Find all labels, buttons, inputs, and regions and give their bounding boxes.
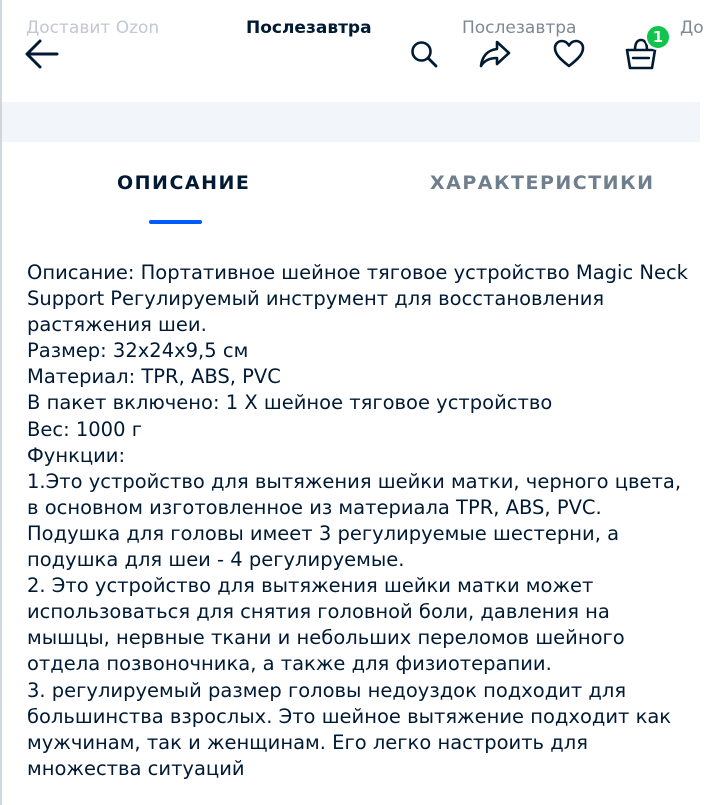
description-line: 3. регулируемый размер головы недоуздок подходит для большинства взрослых. Это шейное вытяжение подходит как мужчинам, так и женщинам. Его легко настроить для множества ситуаций xyxy=(27,678,672,780)
product-description xyxy=(27,260,692,782)
description-line: В пакет включено: 1 X шейное тяговое устройство xyxy=(27,391,553,415)
share-icon xyxy=(478,38,512,70)
delivery-option-1[interactable]: Послезавтра xyxy=(246,18,372,38)
top-toolbar xyxy=(0,30,700,80)
search-button[interactable] xyxy=(404,34,444,74)
active-tab-indicator xyxy=(149,220,202,224)
description-line: 2. Это устройство для вытяжения шейки матки может использоваться для снятия головной боли, давления на мышцы, нервные ткани и небольших переломов шейного отдела позвоночника, а также для физиотерапии. xyxy=(27,574,625,676)
search-icon xyxy=(409,39,439,69)
cart-badge: 1 xyxy=(645,24,671,50)
description-line: Функции: xyxy=(27,443,126,467)
description-line: Размер: 32x24x9,5 см xyxy=(27,339,249,363)
favorite-button[interactable] xyxy=(549,34,589,74)
section-separator xyxy=(2,102,700,142)
delivery-option-2[interactable]: Послезавтра xyxy=(462,18,577,38)
back-button[interactable] xyxy=(22,34,62,74)
description-line: Материал: TPR, ABS, PVC xyxy=(27,365,281,389)
delivery-label: Доставит Ozon xyxy=(26,18,160,38)
tab-description[interactable]: ОПИСАНИЕ xyxy=(117,172,251,194)
tab-specifications[interactable]: ХАРАКТЕРИСТИКИ xyxy=(430,172,655,194)
description-line: Описание: Портативное шейное тяговое устройство Magic Neck Support Регулируемый инструмент для восстановления растяжения шеи. xyxy=(27,261,688,337)
description-line: 1.Это устройство для вытяжения шейки матки, черного цвета, в основном изготовленное из материала TPR, ABS, PVC. Подушка для головы имеет 3 регулируемые шестерни, а подушка для шеи - 4 регулируемые. xyxy=(27,469,682,572)
heart-icon xyxy=(552,38,586,70)
description-line: Вес: 1000 г xyxy=(27,417,142,441)
arrow-left-icon xyxy=(24,36,60,72)
delivery-option-3[interactable]: До xyxy=(680,18,704,38)
product-tabs xyxy=(0,142,700,242)
share-button[interactable] xyxy=(475,34,515,74)
